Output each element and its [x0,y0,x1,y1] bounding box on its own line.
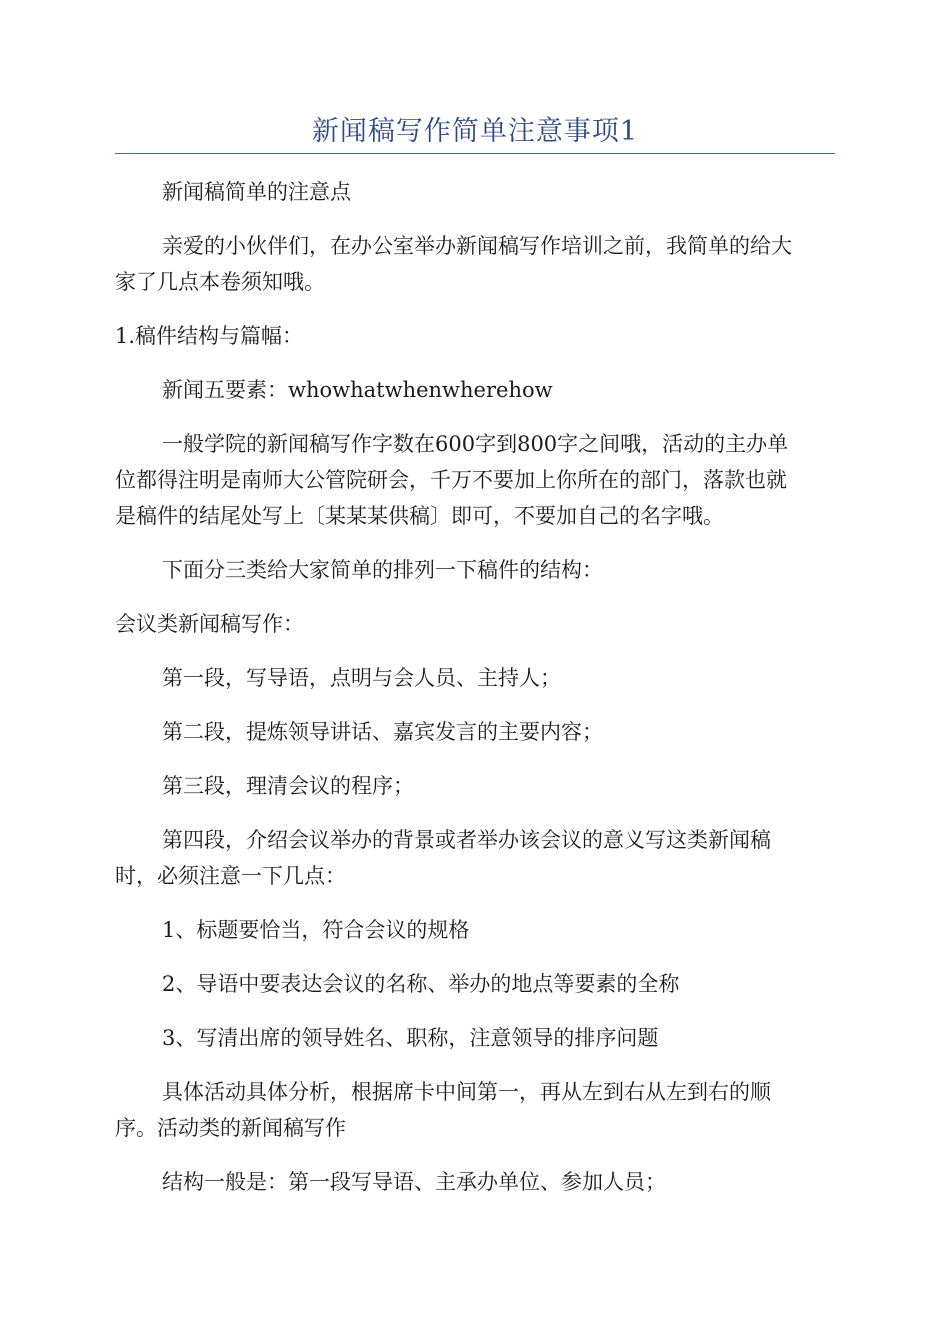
section-heading-meeting [115,606,835,642]
list-item-1 [115,912,835,948]
paragraph-line: 3、写清出席的领导姓名、职称，注意领导的排序问题 [162,1026,659,1050]
paragraph-line: 下面分三类给大家简单的排列一下稿件的结构： [162,558,603,582]
paragraph-step-2 [115,714,835,750]
paragraph-line: 时，必须注意一下几点： [115,864,346,888]
paragraph-line: 是稿件的结尾处写上〔某某某供稿〕即可，不要加自己的名字哦。 [115,504,724,528]
paragraph-line: 家了几点本卷须知哦。 [115,270,325,294]
paragraph-line: 位都得注明是南师大公管院研会，千万不要加上你所在的部门，落款也就 [115,468,787,492]
paragraph-line: 第一段，写导语，点明与会人员、主持人； [162,666,561,690]
paragraph-step-4 [115,822,835,894]
paragraph-three-types [115,552,835,588]
paragraph-step-1 [115,660,835,696]
paragraph-line: 新闻稿简单的注意点 [162,180,351,204]
paragraph-length-rules [115,426,835,534]
document-body [115,174,835,1218]
paragraph-line: 2、导语中要表达会议的名称、举办的地点等要素的全称 [162,972,680,996]
paragraph-line: 会议类新闻稿写作： [115,612,304,636]
paragraph-line: 新闻五要素：whowhatwhenwherehow [162,378,553,402]
title-underline [115,153,835,154]
paragraph-five-elements [115,372,835,408]
list-item-2 [115,966,835,1002]
page-title: 新闻稿写作简单注意事项1 [311,116,639,147]
paragraph-activity-structure [115,1164,835,1200]
paragraph-line: 序。活动类的新闻稿写作 [115,1116,346,1140]
paragraph-line: 具体活动具体分析，根据席卡中间第一，再从左到右从左到右的顺 [162,1080,771,1104]
paragraph-step-3 [115,768,835,804]
paragraph-line: 第四段，介绍会议举办的背景或者举办该会议的意义写这类新闻稿 [162,828,771,852]
paragraph-line: 1.稿件结构与篇幅： [115,324,304,348]
section-heading-structure [115,318,835,354]
list-item-3 [115,1020,835,1056]
paragraph-intro-heading [115,174,835,210]
paragraph-greeting [115,228,835,300]
paragraph-line: 结构一般是：第一段写导语、主承办单位、参加人员； [162,1170,666,1194]
paragraph-line: 亲爱的小伙伴们，在办公室举办新闻稿写作培训之前，我简单的给大 [162,234,792,258]
paragraph-activity-analysis [115,1074,835,1146]
paragraph-line: 一般学院的新闻稿写作字数在600字到800字之间哦，活动的主办单 [162,432,789,456]
paragraph-line: 第三段，理清会议的程序； [162,774,414,798]
paragraph-line: 第二段，提炼领导讲话、嘉宾发言的主要内容； [162,720,603,744]
paragraph-line: 1、标题要恰当，符合会议的规格 [162,918,470,942]
